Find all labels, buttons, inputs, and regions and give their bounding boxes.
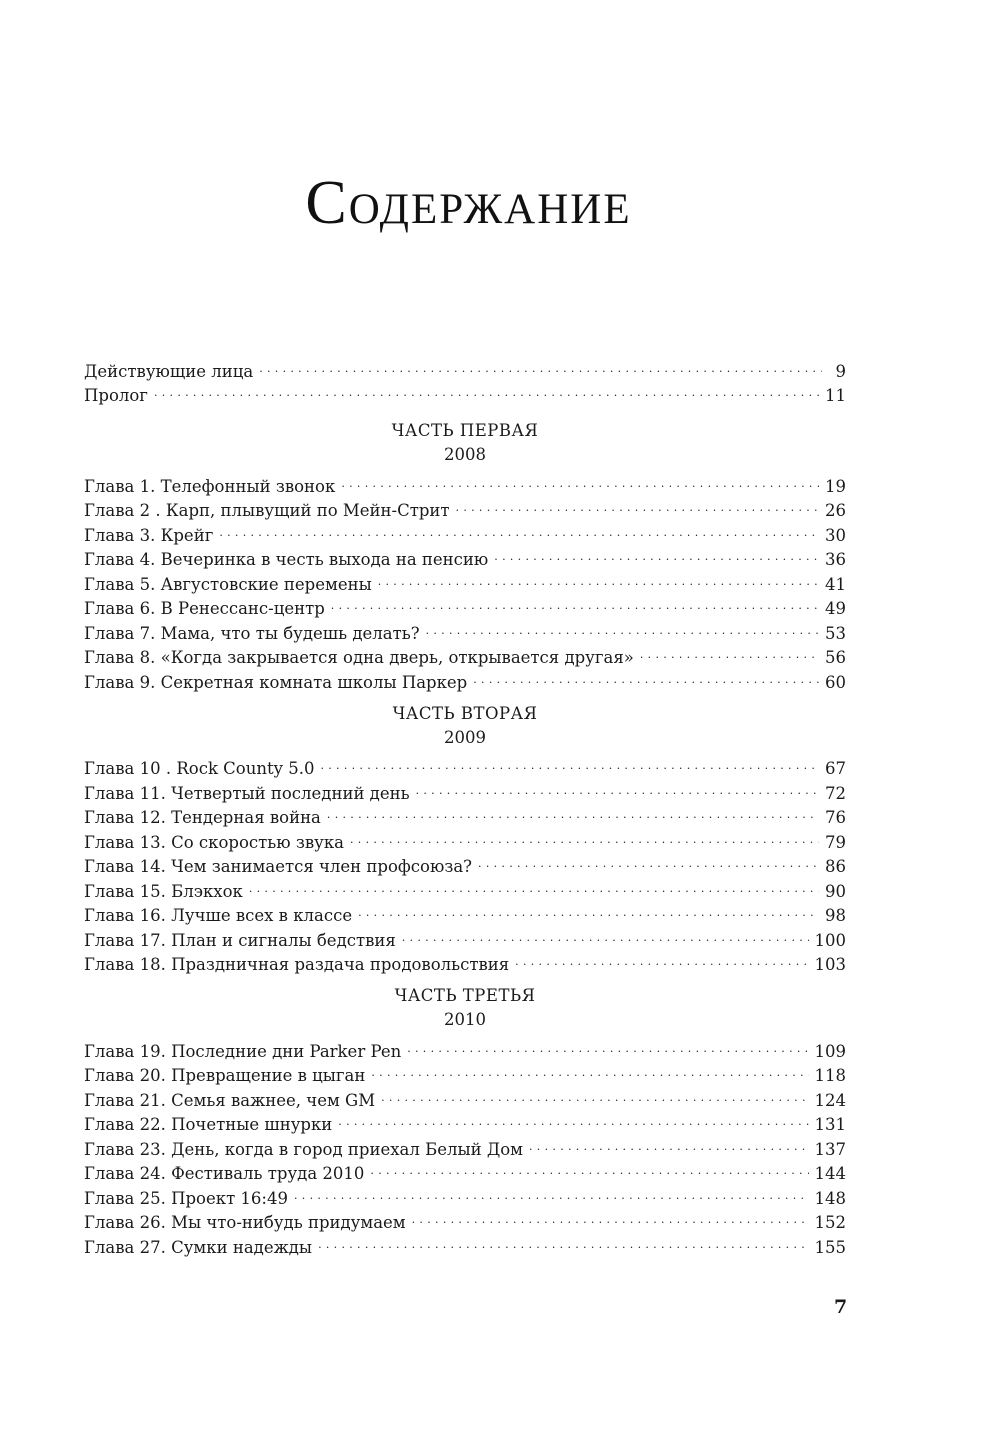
page-title: Содержание: [305, 169, 632, 237]
dot-leader: [249, 872, 819, 897]
toc-entry-title: Глава 18. Праздничная раздача продовольствия: [84, 955, 510, 974]
toc-entry-page: 152: [814, 1213, 846, 1232]
toc-entry-title: Глава 17. План и сигналы бедствия: [84, 930, 396, 950]
dot-leader: [358, 897, 819, 922]
toc-entry-page: 109: [814, 1041, 846, 1061]
toc-entry-page: 11: [825, 386, 846, 405]
dot-leader: [320, 750, 819, 775]
part-heading: ЧАСТЬ ВТОРАЯ: [392, 703, 538, 723]
toc-entry-title: Глава 16. Лучше всех в классе: [84, 906, 353, 925]
dot-leader: [350, 823, 819, 848]
dot-leader: [318, 1228, 808, 1253]
dot-leader: [529, 1130, 808, 1155]
toc-entry-page: 76: [825, 808, 846, 827]
dot-leader: [416, 774, 819, 799]
toc-entry-title: Глава 13. Со скоростью звука: [84, 832, 344, 852]
table-of-contents: [84, 352, 846, 1257]
part-heading: ЧАСТЬ ТРЕТЬЯ: [394, 986, 536, 1005]
toc-entry-title: Глава 21. Семья важнее, чем GM: [84, 1090, 376, 1110]
toc-entry-title: Глава 20. Превращение в цыган: [84, 1066, 366, 1085]
toc-entry-title: Глава 11. Четвертый последний день: [84, 783, 410, 803]
toc-entry-page: 36: [825, 550, 846, 569]
dot-leader: [371, 1057, 808, 1082]
toc-entry-title: Глава 12. Тендерная война: [84, 808, 321, 827]
toc-entry: [84, 377, 846, 405]
dot-leader: [494, 541, 819, 566]
part-year: 2009: [444, 727, 486, 747]
dot-leader: [456, 492, 819, 517]
dot-leader: [341, 467, 819, 492]
toc-entry-title: Глава 25. Проект 16:49: [84, 1188, 288, 1208]
toc-entry-page: 124: [814, 1090, 846, 1110]
dot-leader: [402, 921, 809, 946]
toc-entry-page: 72: [825, 783, 846, 803]
toc-entry: [84, 467, 846, 496]
toc-entry-title: Глава 6. В Ренессанс-центр: [84, 599, 325, 618]
toc-entry-title: Глава 14. Чем занимается член профсоюза?: [84, 857, 473, 876]
section-spacer: [84, 401, 846, 419]
dot-leader: [331, 590, 819, 615]
toc-entry-page: 56: [825, 648, 846, 667]
toc-entry-page: 137: [814, 1139, 846, 1159]
toc-entry: [84, 750, 846, 778]
toc-entry-title: Глава 9. Секретная комната школы Паркер: [84, 672, 468, 692]
dot-leader: [259, 352, 822, 377]
toc-entry-title: Глава 10 . Rock County 5.0: [84, 759, 315, 778]
toc-entry-title: Глава 26. Мы что-нибудь придумаем: [84, 1213, 406, 1232]
dot-leader: [378, 565, 819, 590]
toc-entry-title: Глава 24. Фестиваль труда 2010: [84, 1164, 365, 1183]
toc-entry-page: 53: [825, 623, 846, 643]
toc-entry-page: 19: [825, 476, 846, 496]
dot-leader: [219, 516, 819, 541]
toc-entry-title: Глава 27. Сумки надежды: [84, 1237, 313, 1257]
toc-entry-page: 98: [825, 906, 846, 925]
toc-entry-title: Глава 22. Почетные шнурки: [84, 1115, 333, 1134]
dot-leader: [381, 1081, 808, 1106]
dot-leader: [154, 377, 819, 402]
toc-entry-title: Глава 8. «Когда закрывается одна дверь, открывается другая»: [84, 648, 634, 667]
dot-leader: [473, 663, 819, 688]
dot-leader: [407, 1032, 808, 1057]
toc-entry-page: 118: [814, 1066, 846, 1085]
toc-entry-title: Глава 4. Вечеринка в честь выхода на пенсию: [84, 550, 489, 569]
toc-entry-page: 9: [835, 361, 846, 381]
toc-entry-page: 155: [814, 1237, 846, 1257]
dot-leader: [327, 799, 819, 824]
toc-entry-title: Глава 5. Августовские перемены: [84, 574, 372, 594]
toc-entry-page: 60: [825, 672, 846, 692]
dot-leader: [478, 848, 819, 873]
toc-entry-page: 148: [814, 1188, 846, 1208]
part-year: 2010: [444, 1010, 486, 1029]
toc-entry-title: Глава 1. Телефонный звонок: [84, 476, 336, 496]
toc-entry-page: 100: [814, 930, 846, 950]
toc-entry-page: 131: [814, 1115, 846, 1134]
toc-entry-title: Глава 15. Блэкхок: [84, 881, 243, 901]
part-year: 2008: [444, 445, 486, 464]
toc-entry-page: 67: [825, 759, 846, 778]
dot-leader: [640, 639, 819, 664]
toc-entry-page: 103: [814, 955, 846, 974]
toc-entry-page: 144: [814, 1164, 846, 1183]
dot-leader: [294, 1179, 809, 1204]
toc-entry: [84, 1032, 846, 1061]
dot-leader: [338, 1106, 808, 1131]
toc-entry-page: 49: [825, 599, 846, 618]
toc-entry-title: Действующие лица: [84, 361, 254, 381]
toc-entry-title: Глава 7. Мама, что ты будешь делать?: [84, 623, 420, 643]
toc-entry-title: Глава 2 . Карп, плывущий по Мейн-Стрит: [84, 501, 450, 520]
dot-leader: [412, 1204, 809, 1229]
toc-entry-page: 26: [825, 501, 846, 520]
toc-entry: [84, 352, 846, 381]
toc-entry-title: Глава 19. Последние дни Parker Pen: [84, 1041, 402, 1061]
toc-entry-page: 41: [825, 574, 846, 594]
toc-entry-page: 79: [825, 832, 846, 852]
toc-entry-title: Глава 23. День, когда в город приехал Белый Дом: [84, 1139, 524, 1159]
toc-entry-title: Пролог: [84, 386, 148, 405]
toc-entry-page: 30: [825, 525, 846, 545]
part-heading: ЧАСТЬ ПЕРВАЯ: [391, 421, 539, 440]
dot-leader: [515, 946, 808, 971]
dot-leader: [426, 614, 819, 639]
toc-entry-title: Глава 3. Крейг: [84, 525, 214, 545]
dot-leader: [370, 1155, 808, 1180]
toc-entry-page: 90: [825, 881, 846, 901]
toc-entry-page: 86: [825, 857, 846, 876]
page-number: 7: [834, 1296, 848, 1318]
